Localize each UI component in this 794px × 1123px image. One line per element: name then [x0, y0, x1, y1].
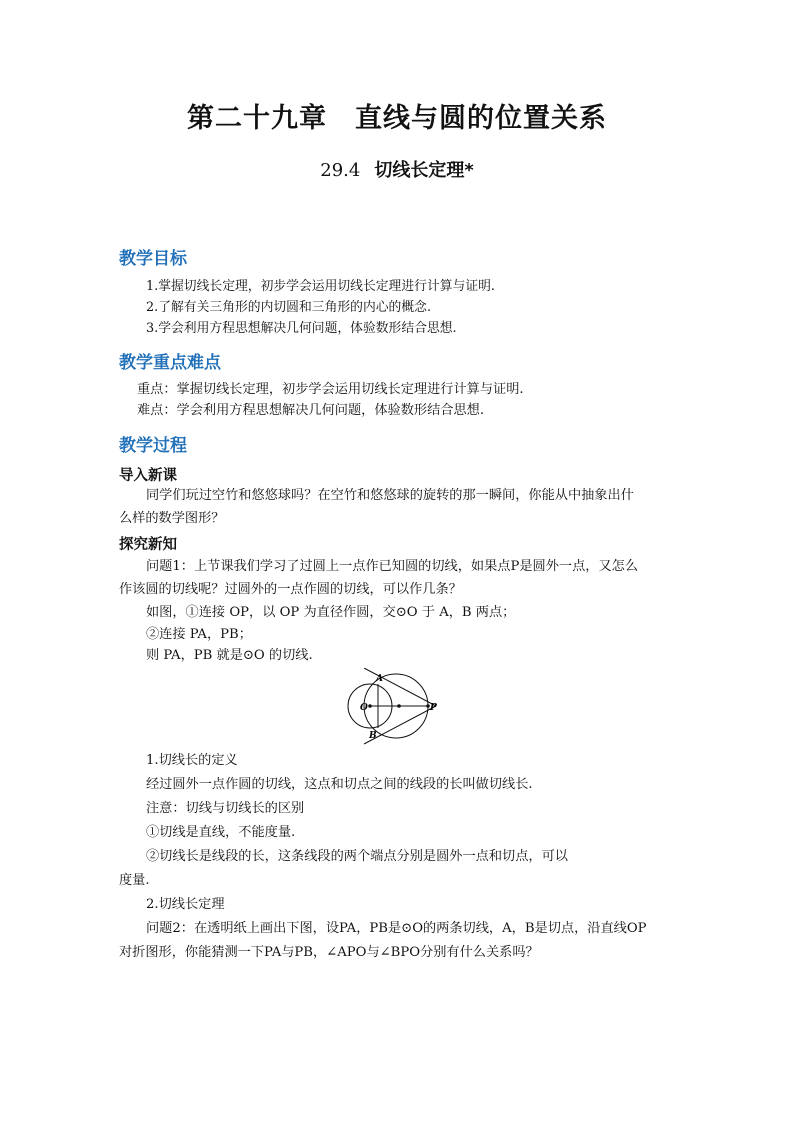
objective-item: 2.了解有关三角形的内切圆和三角形的内心的概念. [146, 300, 432, 315]
tangent-figure [340, 668, 450, 748]
question1-line1: 问题1：上节课我们学习了过圆上一点作已知圆的切线，如果点P是圆外一点，又怎么 [146, 559, 639, 574]
construction-conclusion: 则 PA，PB 就是⊙O 的切线. [146, 648, 313, 663]
objectives-heading: 教学目标 [119, 249, 187, 269]
definition-text: 经过圆外一点作圆的切线，这点和切点之间的线段的长叫做切线长. [146, 777, 533, 792]
construction-step2: ②连接 PA，PB； [146, 627, 252, 642]
key-points-heading: 教学重点难点 [119, 353, 221, 373]
definition-note1: ①切线是直线，不能度量. [146, 825, 296, 840]
point-midpoint [397, 704, 401, 708]
label-p: P [430, 703, 437, 713]
section-number: 29.4 [320, 160, 361, 181]
definition-note2-line2: 度量. [119, 873, 150, 888]
definition-heading: 1.切线长的定义 [146, 753, 238, 768]
key-focus: 重点：掌握切线长定理，初步学会运用切线长定理进行计算与证明. [137, 382, 524, 397]
theorem-heading: 2.切线长定理 [146, 897, 225, 912]
construction-step1: 如图，①连接 OP，以 OP 为直径作圆，交⊙O 于 A，B 两点； [146, 605, 516, 620]
label-a: A [376, 674, 383, 684]
process-heading: 教学过程 [119, 436, 187, 456]
section-title [0, 156, 794, 182]
definition-note2-line1: ②切线长是线段的长，这条线段的两个端点分别是圆外一点和切点，可以 [146, 849, 568, 864]
definition-note: 注意：切线与切线长的区别 [146, 801, 305, 816]
objective-item: 3.学会利用方程思想解决几何问题，体验数形结合思想. [146, 321, 457, 336]
label-b: B [369, 731, 377, 741]
question2-line1: 问题2：在透明纸上画出下图，设PA，PB是⊙O的两条切线，A，B是切点，沿直线OP [146, 921, 647, 936]
section-name: 切线长定理* [374, 160, 474, 181]
objective-item: 1.掌握切线长定理，初步学会运用切线长定理进行计算与证明. [146, 279, 495, 294]
chapter-title: 第二十九章 直线与圆的位置关系 [187, 103, 607, 134]
tangent-line-pa [364, 668, 436, 706]
question2-line2: 对折图形，你能猜测一下PA与PB，∠APO与∠BPO分别有什么关系吗？ [119, 945, 539, 960]
intro-text-line2: 么样的数学图形？ [119, 511, 225, 526]
key-difficulty: 难点：学会利用方程思想解决几何问题，体验数形结合思想. [137, 403, 485, 418]
point-o [368, 704, 372, 708]
intro-text-line1: 同学们玩过空竹和悠悠球吗？在空竹和悠悠球的旋转的那一瞬间，你能从中抽象出什 [146, 488, 634, 503]
explore-heading: 探究新知 [119, 537, 177, 553]
intro-heading: 导入新课 [119, 468, 177, 484]
label-o: O [360, 703, 368, 713]
question1-line2: 作该圆的切线呢？过圆外的一点作圆的切线，可以作几条？ [119, 582, 462, 597]
